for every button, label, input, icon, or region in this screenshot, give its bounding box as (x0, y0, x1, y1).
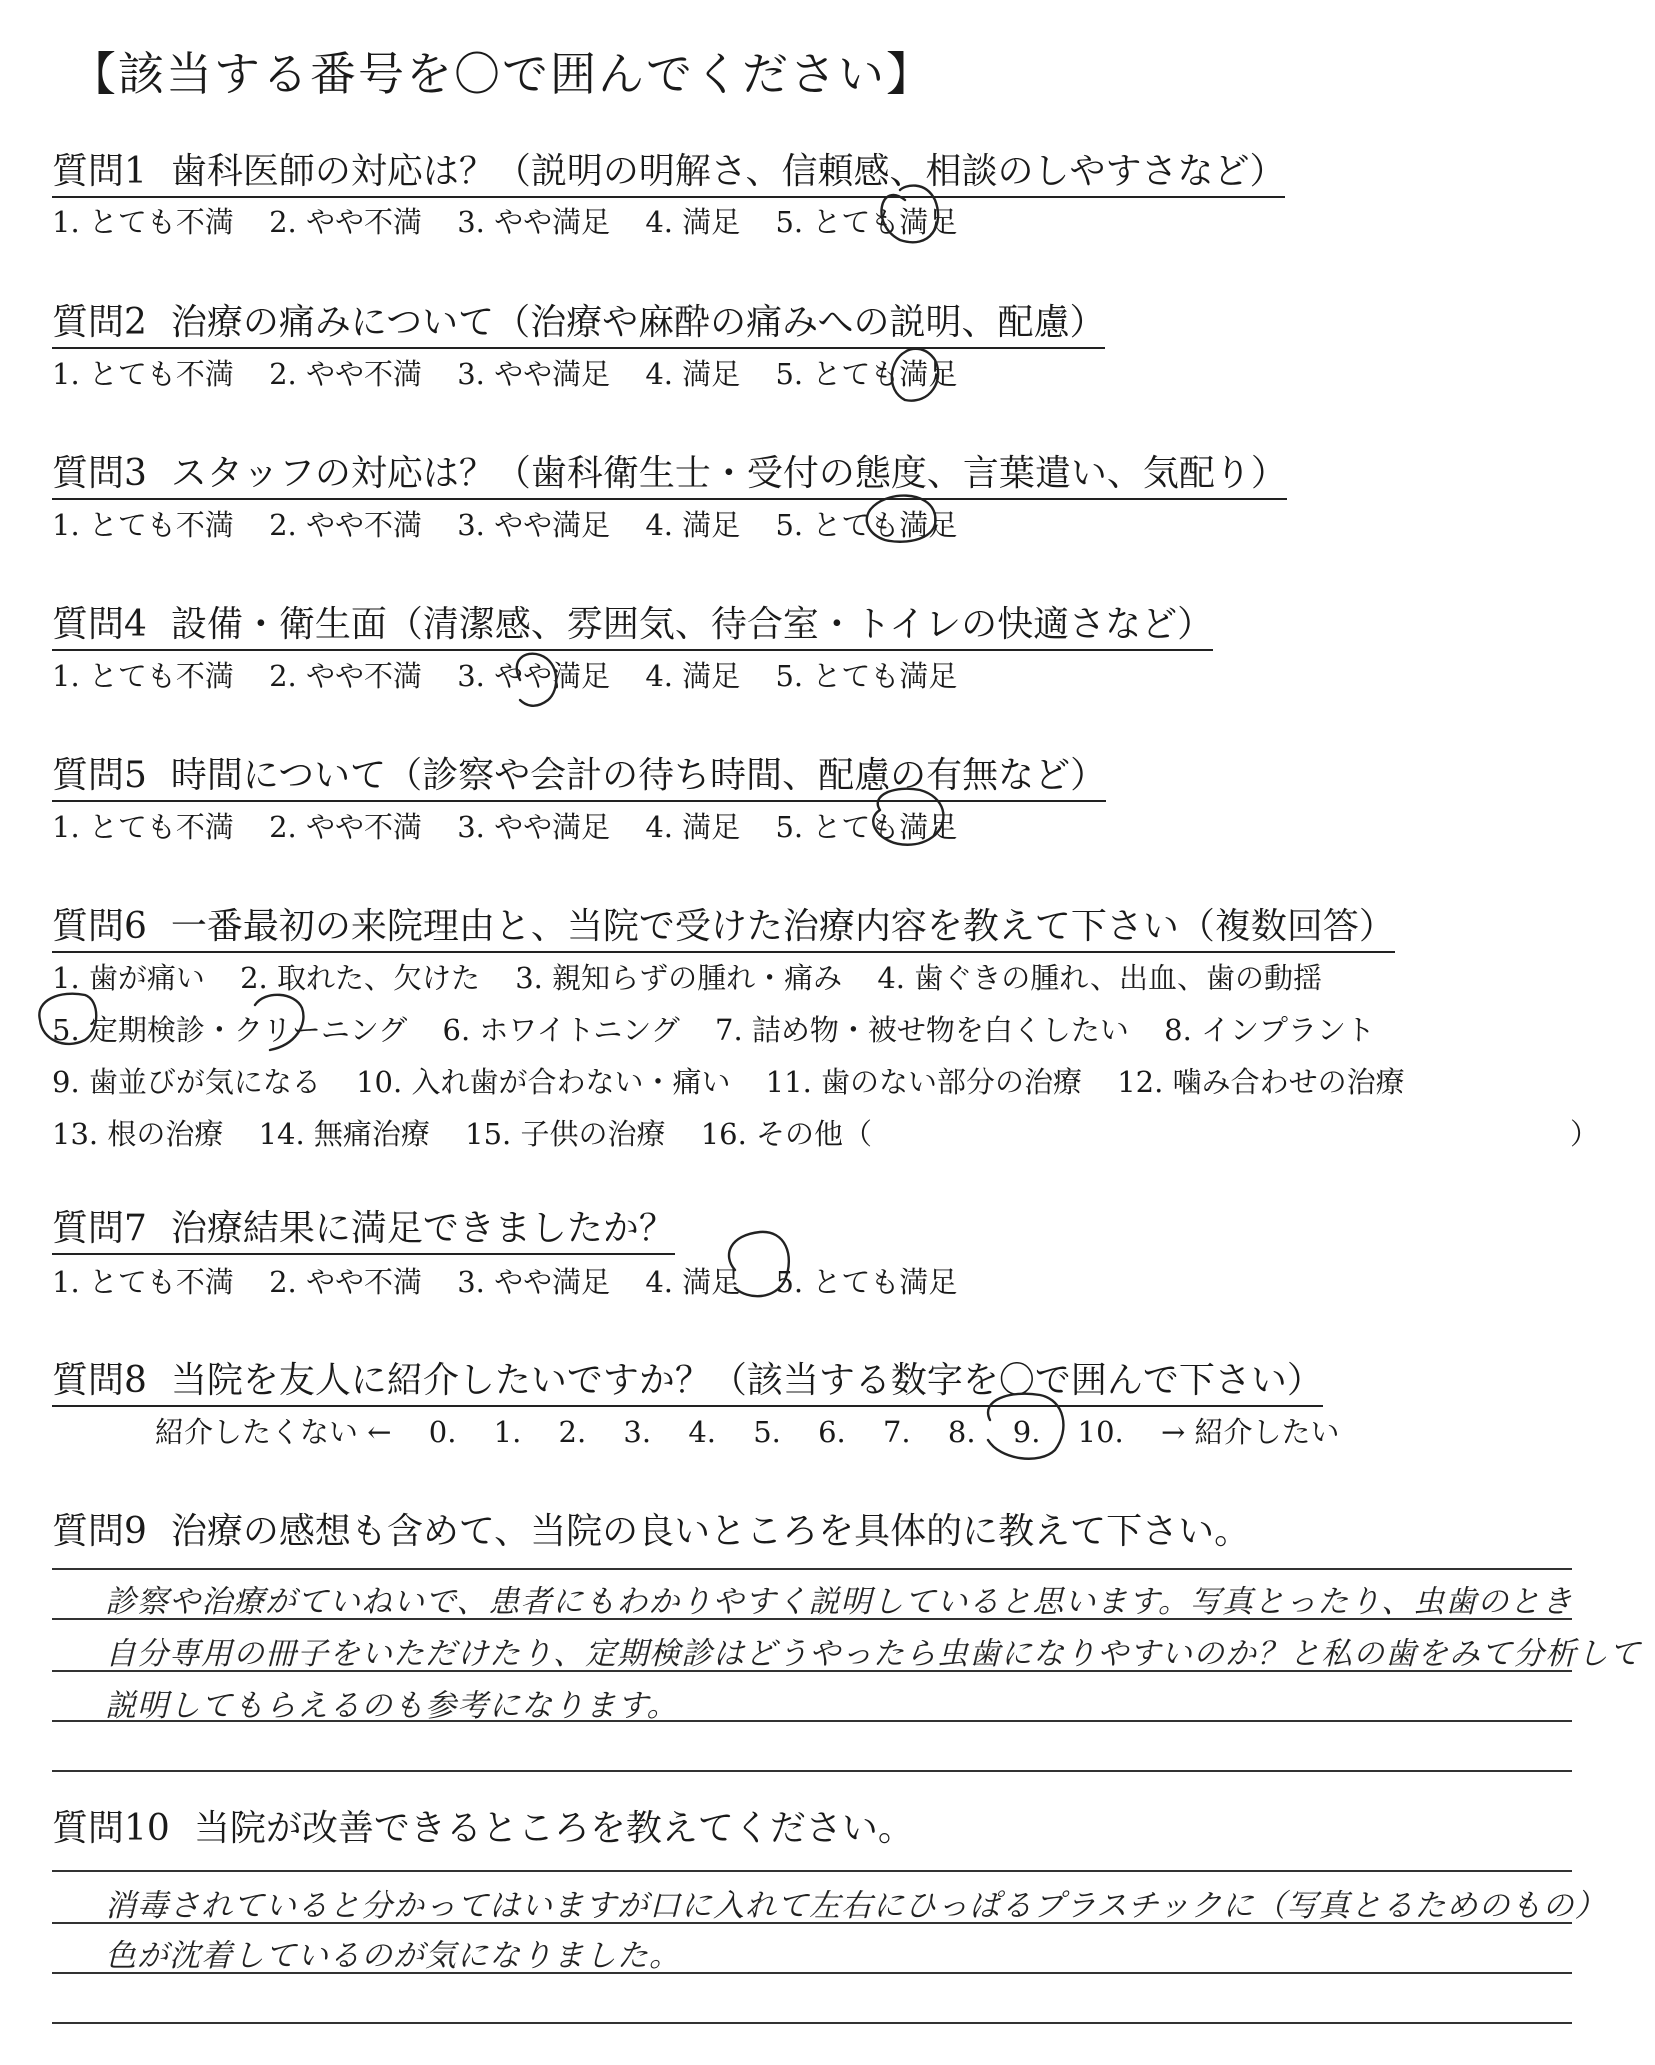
option-14[interactable]: 14. 無痛治療 (258, 1117, 430, 1151)
option-5[interactable]: 5. とても満足 (775, 810, 958, 844)
question-text: 治療の感想も含めて、当院の良いところを具体的に教えて下さい。 (170, 1511, 1251, 1552)
option-2[interactable]: 2. やや不満 (269, 357, 422, 391)
scale-left-label: 紹介したくない ← (155, 1415, 392, 1449)
option-2[interactable]: 2. 取れた、欠けた (240, 961, 480, 995)
question-5-heading (52, 747, 1106, 802)
question-text: 治療の痛みについて（治療や麻酔の痛みへの説明、配慮） (170, 302, 1106, 343)
question-1-options (52, 200, 983, 241)
handwritten-answer-line-2: 色が沈着しているのが気になりました。 (105, 1938, 681, 1974)
scale-2[interactable]: 2. (558, 1415, 587, 1449)
recommend-scale (155, 1410, 1368, 1451)
option-5[interactable]: 5. とても満足 (775, 508, 958, 542)
question-3-heading (52, 445, 1287, 500)
handwritten-answer-line-1: 診察や治療がていねいで、患者にもわかりやすく説明していると思います。写真とったり、虫歯のとき (105, 1584, 1574, 1620)
option-3[interactable]: 3. やや満足 (457, 357, 611, 391)
scale-6[interactable]: 6. (818, 1415, 846, 1449)
option-13[interactable]: 13. 根の治療 (52, 1117, 224, 1151)
option-9[interactable]: 9. 歯並びが気になる (52, 1065, 321, 1099)
question-number: 質問3 (52, 453, 147, 494)
handwritten-answer-line-2: 自分専用の冊子をいただけたり、定期検診はどうやったら虫歯になりやすいのか？と私の歯をみて分析して (105, 1636, 1641, 1672)
question-3-options (52, 503, 983, 544)
option-4[interactable]: 4. 満足 (645, 357, 741, 391)
question-5-options (52, 805, 983, 846)
option-1[interactable]: 1. とても不満 (52, 659, 234, 693)
option-4[interactable]: 4. 満足 (645, 508, 741, 542)
question-7-heading (52, 1200, 675, 1255)
question-number: 質問8 (52, 1360, 147, 1401)
question-number: 質問10 (52, 1808, 170, 1849)
option-4[interactable]: 4. 歯ぐきの腫れ、出血、歯の動揺 (877, 961, 1322, 995)
question-8-heading (52, 1352, 1323, 1407)
scale-3[interactable]: 3. (623, 1415, 652, 1449)
question-2-heading (52, 294, 1105, 349)
question-number: 質問6 (52, 906, 147, 947)
handwritten-answer-line-1: 消毒されていると分かってはいますが口に入れて左右にひっぱるプラスチックに（写真とるためのもの） (105, 1888, 1607, 1924)
answer-line (52, 1618, 1572, 1620)
option-2[interactable]: 2. やや不満 (269, 205, 422, 239)
answer-line (52, 1720, 1572, 1722)
option-5[interactable]: 5. とても満足 (775, 357, 958, 391)
scale-7[interactable]: 7. (882, 1415, 911, 1449)
answer-line (52, 2022, 1572, 2024)
question-6-row-4 (52, 1112, 898, 1153)
question-number: 質問7 (52, 1208, 147, 1249)
option-5[interactable]: 5. とても満足 (775, 1265, 958, 1299)
option-1[interactable]: 1. とても不満 (52, 1265, 234, 1299)
option-2[interactable]: 2. やや不満 (269, 810, 422, 844)
question-1-heading (52, 143, 1285, 198)
option-3[interactable]: 3. やや満足 (457, 508, 611, 542)
question-text: 当院を友人に紹介したいですか？（該当する数字を〇で囲んで下さい） (170, 1360, 1323, 1401)
question-text: 治療結果に満足できましたか？ (170, 1208, 675, 1249)
option-4[interactable]: 4. 満足 (645, 1265, 741, 1299)
handwritten-answer-line-3: 説明してもらえるのも参考になります。 (105, 1688, 679, 1724)
option-5[interactable]: 5. とても満足 (775, 659, 958, 693)
question-6-row-2 (52, 1008, 1401, 1049)
option-3[interactable]: 3. やや満足 (457, 205, 611, 239)
answer-line (52, 1568, 1572, 1570)
option-8[interactable]: 8. インプラント (1164, 1013, 1376, 1047)
scale-0[interactable]: 0. (428, 1415, 457, 1449)
option-3[interactable]: 3. 親知らずの腫れ・痛み (515, 961, 843, 995)
option-15[interactable]: 15. 子供の治療 (465, 1117, 666, 1151)
page-title: 【該当する番号を〇で囲んでください】 (70, 47, 934, 101)
option-6[interactable]: 6. ホワイトニング (442, 1013, 680, 1047)
answer-line (52, 1670, 1572, 1672)
question-number: 質問5 (52, 755, 147, 796)
question-10-heading (52, 1800, 914, 1853)
option-16[interactable]: 16. その他（ (700, 1117, 873, 1151)
scale-5[interactable]: 5. (753, 1415, 781, 1449)
question-text: 当院が改善できるところを教えてください。 (193, 1808, 914, 1849)
answer-line (52, 1972, 1572, 1974)
question-number: 質問1 (52, 151, 147, 192)
scale-1[interactable]: 1. (493, 1415, 522, 1449)
option-3[interactable]: 3. やや満足 (457, 659, 611, 693)
option-3[interactable]: 3. やや満足 (457, 1265, 611, 1299)
option-1[interactable]: 1. とても不満 (52, 508, 234, 542)
option-2[interactable]: 2. やや不満 (269, 1265, 422, 1299)
scale-4[interactable]: 4. (688, 1415, 716, 1449)
question-6-row-3 (52, 1060, 1431, 1101)
option-2[interactable]: 2. やや不満 (269, 508, 422, 542)
option-1[interactable]: 1. とても不満 (52, 357, 234, 391)
option-10[interactable]: 10. 入れ歯が合わない・痛い (356, 1065, 731, 1099)
answer-line (52, 1870, 1572, 1872)
question-7-options (52, 1260, 983, 1301)
question-text: 設備・衛生面（清潔感、雰囲気、待合室・トイレの快適さなど） (170, 604, 1214, 645)
option-1[interactable]: 1. 歯が痛い (52, 961, 205, 995)
question-6-row-1 (52, 956, 1348, 997)
question-9-heading (52, 1503, 1250, 1556)
question-text: スタッフの対応は？（歯科衛生士・受付の態度、言葉遣い、気配り） (170, 453, 1287, 494)
option-1[interactable]: 1. とても不満 (52, 810, 234, 844)
question-number: 質問4 (52, 604, 147, 645)
question-4-heading (52, 596, 1213, 651)
question-text: 時間について（診察や会計の待ち時間、配慮の有無など） (170, 755, 1107, 796)
option-4[interactable]: 4. 満足 (645, 810, 741, 844)
question-6-heading (52, 898, 1395, 953)
option-4[interactable]: 4. 満足 (645, 205, 741, 239)
question-number: 質問2 (52, 302, 147, 343)
option-2[interactable]: 2. やや不満 (269, 659, 422, 693)
question-2-options (52, 352, 983, 393)
question-text: 歯科医師の対応は？（説明の明解さ、信頼感、相談のしやすさなど） (170, 151, 1286, 192)
question-4-options (52, 654, 983, 695)
option-1[interactable]: 1. とても不満 (52, 205, 234, 239)
scale-10[interactable]: 10. (1077, 1415, 1124, 1449)
option-11[interactable]: 11. 歯のない部分の治療 (765, 1065, 1083, 1099)
scale-right-label: → 紹介したい (1161, 1415, 1340, 1449)
question-text: 一番最初の来院理由と、当院で受けた治療内容を教えて下さい（複数回答） (170, 906, 1395, 947)
option-12[interactable]: 12. 噛み合わせの治療 (1117, 1065, 1405, 1099)
option-5[interactable]: 5. とても満足 (775, 205, 958, 239)
option-7[interactable]: 7. 詰め物・被せ物を白くしたい (715, 1013, 1129, 1047)
question-number: 質問9 (52, 1511, 147, 1552)
option-3[interactable]: 3. やや満足 (457, 810, 611, 844)
answer-line (52, 1922, 1572, 1924)
other-close-paren: ） (1570, 1117, 1600, 1151)
answer-line (52, 1770, 1572, 1772)
scale-8[interactable]: 8. (947, 1415, 976, 1449)
option-5[interactable]: 5. 定期検診・クリーニング (52, 1013, 408, 1047)
scale-9[interactable]: 9. (1012, 1415, 1041, 1449)
option-4[interactable]: 4. 満足 (645, 659, 741, 693)
